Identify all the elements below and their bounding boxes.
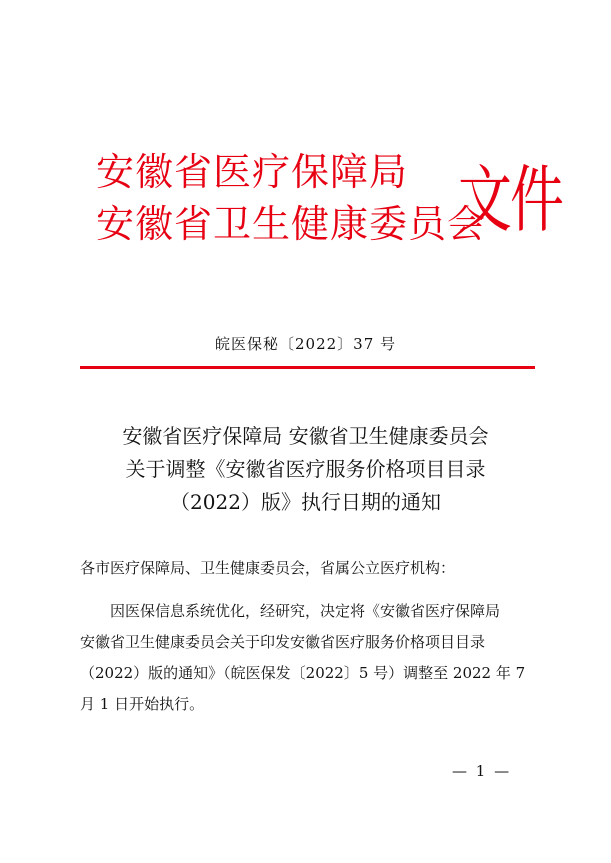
title-line: （2022）版》执行日期的通知: [170, 490, 441, 514]
agency-name-health-commission: 安徽省卫生健康委员会: [96, 202, 487, 246]
title-line: 关于调整《安徽省医疗服务价格项目目录: [125, 457, 486, 481]
title-line: 安徽省医疗保障局 安徽省卫生健康委员会: [122, 424, 489, 448]
body-line: （2022）版的通知》（皖医保发〔2022〕5 号）调整至 2022 年 7: [80, 664, 526, 682]
issuing-agencies: [96, 146, 486, 250]
body-line: 安徽省卫生健康委员会关于印发安徽省医疗服务价格项目目录: [80, 633, 486, 651]
salutation: 各市医疗保障局、卫生健康委员会，省属公立医疗机构：: [80, 559, 456, 577]
document-number: 皖医保秘〔2022〕37 号: [214, 335, 397, 353]
document-title: [0, 420, 611, 519]
body-line: 月 1 日开始执行。: [80, 695, 205, 713]
agency-name-medical-security: 安徽省医疗保障局: [96, 150, 409, 194]
file-mark: 文件: [458, 157, 562, 243]
body-line: 因医保信息系统优化，经研究，决定将《安徽省医疗保障局: [110, 602, 501, 620]
page-number: — 1 —: [452, 762, 512, 780]
red-divider-line: [80, 366, 535, 369]
body-paragraph: [80, 596, 540, 720]
